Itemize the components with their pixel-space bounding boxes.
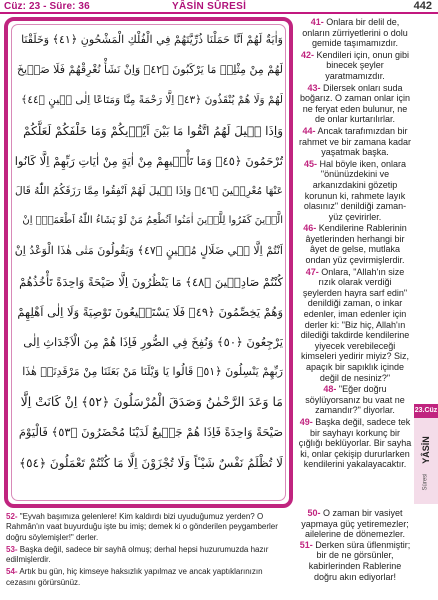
translation-list (298, 17, 412, 470)
verse-number: 47- (305, 266, 319, 277)
translation-note (6, 512, 294, 543)
arabic-line: تُرْحَمُونَ ﴿٤٥﴾ وَمَا تَأْت۪يهِمْ مِنْ اٰيَةٍ مِنْ اٰيَاتِ رَبِّهِمْ اِلَّا كَانُوا (14, 153, 283, 168)
verse-translation: Onlara bir delil de, onların zürriyetlerini o dolu gemide taşımamızdır. (302, 17, 408, 49)
bottom-translation-list (6, 512, 294, 588)
translation-note (298, 540, 412, 582)
verse-translation: O zaman bir vasiyet yapmaya güç yetiremezler; ailelerine de dönemezler. (301, 508, 409, 540)
verse-translation: Kendileri için, onun gibi binecek şeyler yaratmamızdır. (313, 49, 410, 81)
translation-note (298, 159, 412, 223)
verse-translation: Kendilerine Rablerinin âyetlerinden herhangi bir âyet de gelse, mutlaka ondan yüz çevirmişlerdir. (305, 223, 407, 266)
side-surah-sub-label: Süresi (422, 473, 429, 491)
arabic-line: عَنْهَا مُعْرِض۪ينَ ﴿٤٦﴾ وَاِذَا ق۪يلَ لَهُمْ اَنْفِقُوا مِمَّا رَزَقَكُمُ اللّٰهُ قَالَ (14, 184, 283, 197)
verse-translation: Hal böyle iken, onlara "önünüzdekini ve arkanızdakini gözetip korunun ki, rahmete layık olasınız" denildiği zaman-yüz çevirirler. (303, 158, 407, 222)
verse-number: 41- (310, 17, 324, 27)
sure-label: - Süre: (40, 1, 79, 12)
verse-number: 43- (307, 82, 321, 93)
arabic-line: كُنْتُمْ صَادِق۪ينَ ﴿٤٨﴾ مَا يَنْظُرُونَ اِلَّا صَيْحَةً وَاحِدَةً تَأْخُذُهُمْ (19, 274, 283, 289)
verse-number: 44- (302, 125, 316, 136)
side-surah-label: YÂSİN (421, 436, 432, 464)
side-surah-sub (414, 468, 438, 496)
arabic-line: صَيْحَةً وَاحِدَةً فَاِذَا هُمْ جَم۪يعٌ لَدَيْنَا مُحْضَرُونَ ﴿٥٣﴾ فَالْيَوْمَ (18, 425, 283, 440)
sure-number: 36 (78, 1, 90, 12)
arabic-line: وَاِذَا ق۪يلَ لَهُمُ اتَّقُوا مَا بَيْنَ اَيْد۪يكُمْ وَمَا خَلْفَكُمْ لَعَلَّكُمْ (23, 123, 283, 138)
translation-note (298, 384, 412, 416)
verse-translation: Dilersek onları suda boğarız. O zaman onlar için ne feryat eden bulunur, ne de onlar kurtarılırlar. (299, 82, 411, 125)
page-header (0, 0, 438, 14)
cuz-sure-label (4, 1, 90, 12)
arabic-line: وَاٰيَةٌ لَهُمْ اَنَّا حَمَلْنَا ذُرِّيَّتَهُمْ فِي الْفُلْكِ الْمَشْحُونِ ﴿٤١﴾ وَخَلَقْنَا (21, 33, 283, 46)
surah-title: YÂSİN SÛRESİ (172, 1, 247, 12)
translation-note (298, 50, 412, 82)
header-divider (0, 12, 438, 14)
juz-tab[interactable]: 23.Cüz (414, 404, 438, 418)
arabic-line: وَهُمْ يَخِصِّمُونَ ﴿٤٩﴾ فَلَا يَسْتَط۪يعُونَ تَوْصِيَةً وَلَا اِلٰى اَهْلِهِمْ (17, 304, 283, 319)
verse-translation: Derken süra üflenmiştir; bir de ne görsünler, kabirlerinden Rablerine doğru akın ediyorlar! (308, 539, 411, 582)
translation-note (6, 567, 294, 588)
cuz-label: Cüz: (4, 1, 27, 12)
translation-note (298, 83, 412, 125)
arabic-line: لَهُمْ وَلَا هُمْ يُنْقَذُونَ ﴿٤٣﴾ اِلَّا رَحْمَةً مِنَّا وَمَتَاعًا اِلٰى ح۪ينٍ ﴿٤٤﴾ (21, 94, 283, 107)
verse-number: 48- (323, 384, 337, 395)
translation-note (298, 17, 412, 49)
verse-translation: Artık bu gün, hiç kimseye haksızlık yapılmaz ve ancak yaptıklarınızın cezasını görürsünüz. (6, 567, 263, 587)
verse-number: 52- (6, 512, 18, 521)
verse-translation: Başka değil, sadece tek bir sayhayı korkunç bir çığlığı beklüyorlar. Bir sayha ki, onlar çekişip dururlarken kendilerini yakalayacaktır. (298, 416, 412, 470)
verse-translation: Ancak tarafımızdan bir rahmet ve bir zamana kadar yaşatmak başka. (298, 125, 412, 158)
translation-column-continued (298, 508, 412, 582)
arabic-line: رَبِّهِمْ يَنْسِلُونَ ﴿٥١﴾ قَالُوا يَا وَيْلَنَا مَنْ بَعَثَنَا مِنْ مَرْقَدِنَاۜ هٰذَا (22, 365, 283, 379)
arabic-text-body (14, 25, 283, 478)
verse-number: 49- (299, 416, 313, 427)
translation-note (298, 417, 412, 470)
arabic-line: مَا وَعَدَ الرَّحْمٰنُ وَصَدَقَ الْمُرْسَلُونَ ﴿٥٢﴾ اِنْ كَانَتْ اِلَّا (20, 394, 283, 410)
verse-translation: Onlara, "Allah'ın size rızık olarak verdiği şeylerden hayra sarf edin" denildiği zaman, o inkar edenler, iman edenler için derler ki: "Biz hiç, Allah'ın dilediği takdirde kendilerine yiyecek verebileceği kimseleri yedirir miyiz? Siz, apaçık bir sapıklık içinde değil de nesiniz?" (300, 266, 410, 383)
arabic-line: الَّذ۪ينَ كَفَرُوا لِلَّذ۪ينَ اٰمَنُوا اَنُطْعِمُ مَنْ لَوْ يَشَاءُ اللّٰهُ اَطْعَمَهُۗ اِنْ (22, 215, 283, 227)
verse-translation: Başka değil, sadece bir sayhâ olmuş; derhal hepsi huzurumuzda hazır edilmişlerdir. (6, 544, 269, 565)
translation-note (6, 545, 294, 566)
arabic-line: لَا تُظْلَمُ نَفْسٌ شَيْـٔاً وَلَا تُجْزَوْنَ اِلَّا مَا كُنْتُمْ تَعْمَلُونَ ﴿٥٤﴾ (19, 455, 283, 470)
verse-number: 54- (6, 567, 18, 577)
translation-note (298, 223, 412, 265)
bottom-translation (6, 512, 294, 590)
page-number: 442 (413, 0, 432, 12)
translation-column (298, 17, 412, 506)
verse-translation: "Eyvah başımıza gelenlere! Kim kaldırdı bizi uyuduğumuz yerden? O Rahmân'ın vaat buyurduğu işte bu imiş; demek ki o gönderilen peygamberler doğru söylemişler!" derler. (6, 512, 278, 542)
translation-list-continued (298, 508, 412, 582)
verse-number: 50- (307, 508, 321, 518)
verse-number: 45- (303, 158, 317, 169)
verse-number: 42- (300, 49, 314, 60)
translation-note (298, 508, 412, 540)
translation-note (298, 267, 412, 384)
verse-translation: "Eğer doğru söylüyorsanız bu vaat ne zamandır?" diyorlar. (305, 384, 405, 416)
translation-note (298, 126, 412, 158)
side-surah-name (414, 430, 438, 470)
arabic-line: لَهُمْ مِنْ مِثْلِه۪ مَا يَرْكَبُونَ ﴿٤٢﴾ وَاِنْ نَشَأْ نُغْرِقْهُمْ فَلَا صَر۪يخَ (16, 63, 283, 77)
verse-number: 51- (299, 539, 313, 550)
cuz-number: 23 (28, 1, 41, 12)
verse-number: 46- (303, 223, 317, 234)
arabic-text-frame (4, 17, 293, 508)
arabic-line: يَرْجِعُونَ ﴿٥٠﴾ وَنُفِخَ فِي الصُّورِ فَاِذَا هُمْ مِنَ الْاَجْدَاثِ اِلٰى (23, 334, 283, 349)
arabic-line: اَنْتُمْ اِلَّا ف۪ي ضَلَالٍ مُب۪ينٍ ﴿٤٧﴾ وَيَقُولُونَ مَتٰى هٰذَا الْوَعْدُ اِنْ (14, 244, 283, 258)
verse-number: 53- (6, 544, 18, 554)
